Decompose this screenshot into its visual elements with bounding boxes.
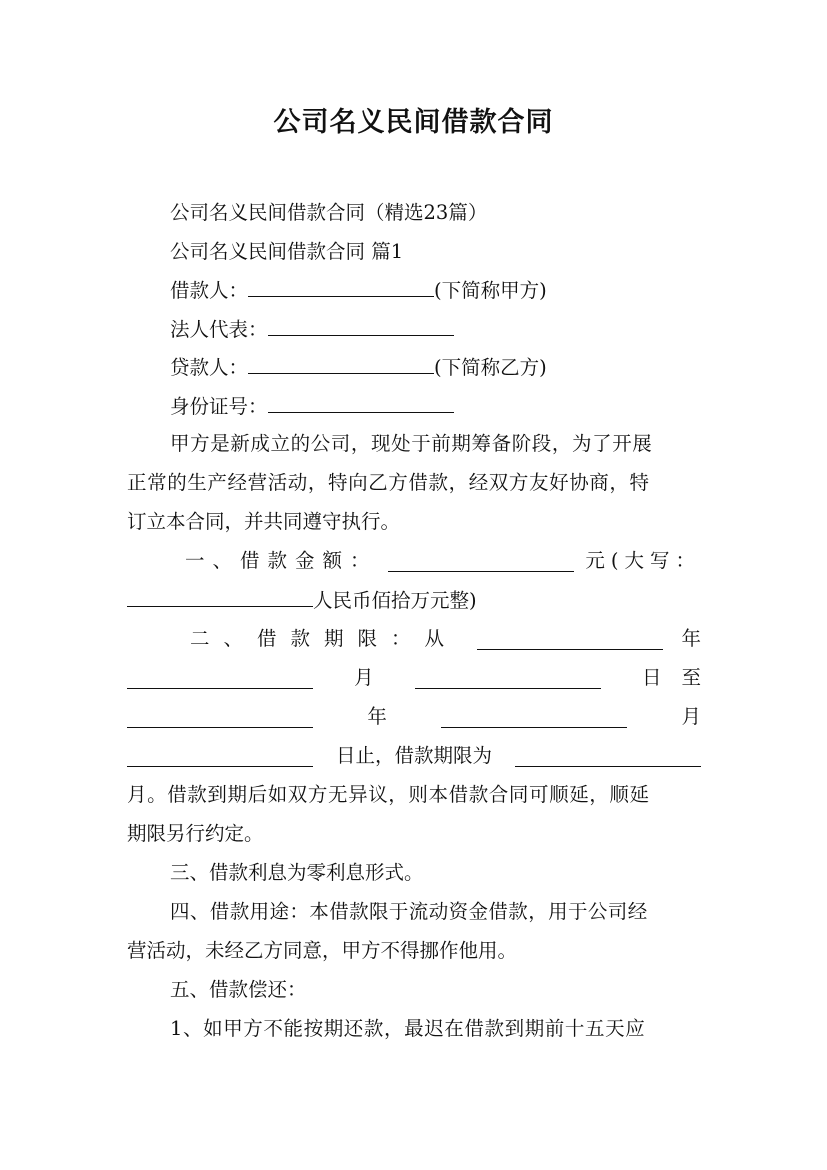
id-line: [170, 394, 454, 418]
lender-blank: [248, 355, 434, 374]
borrower-line: [170, 278, 547, 302]
chapter-heading: 公司名义民间借款合同 篇1: [170, 240, 404, 263]
term-year-1: 年: [681, 627, 701, 650]
term-to-month-blank: [441, 709, 627, 728]
term-line-3: [127, 705, 701, 728]
term-duration-blank: [515, 748, 701, 767]
amount-capital-blank: [127, 588, 313, 607]
term-label: 二、借款期限：从: [190, 627, 459, 650]
amount-blank: [388, 553, 574, 572]
id-blank: [268, 394, 454, 413]
term-line-6: 期限另行约定。: [127, 822, 264, 845]
intro-line-3: 订立本合同，并共同遵守执行。: [127, 510, 401, 533]
legal-rep-blank: [268, 317, 454, 336]
term-line-2: [127, 666, 721, 689]
amount-tail: 人民币佰拾万元整): [313, 589, 477, 612]
intro-line-2: 正常的生产经营活动，特向乙方借款，经双方友好协商，特: [127, 471, 650, 494]
term-month-2: 月: [681, 705, 701, 728]
term-day-end: 日止，借款期限为: [335, 744, 492, 767]
term-to-day-blank: [127, 748, 313, 767]
amount-line-2: [127, 588, 477, 612]
repay-item-1: 1、如甲方不能按期还款，最迟在借款到期前十五天应: [170, 1017, 646, 1040]
interest-clause: 三、借款利息为零利息形式。: [170, 861, 424, 884]
term-to-year-blank: [127, 709, 313, 728]
id-label: 身份证号：: [170, 395, 268, 418]
term-from-month-blank: [127, 670, 313, 689]
amount-line: [185, 549, 701, 572]
term-line-4: [127, 744, 701, 767]
term-month-1: 月: [354, 666, 374, 689]
legal-rep-label: 法人代表：: [170, 318, 268, 341]
term-from-year-blank: [477, 631, 663, 650]
amount-unit: 元(大写：: [585, 549, 701, 572]
lender-line: [170, 355, 547, 379]
borrower-blank: [248, 278, 434, 297]
term-from-day-blank: [415, 670, 601, 689]
repay-title: 五、借款偿还：: [170, 978, 307, 1001]
intro-line-1: 甲方是新成立的公司，现处于前期筹备阶段，为了开展: [170, 432, 653, 455]
term-day-to: 日至: [641, 666, 721, 689]
lender-suffix: (下简称乙方): [434, 356, 547, 379]
document-title: 公司名义民间借款合同: [273, 107, 554, 138]
borrower-label: 借款人：: [170, 279, 249, 302]
subtitle: 公司名义民间借款合同（精选23篇）: [170, 201, 488, 224]
amount-label: 一、借款金额：: [185, 549, 378, 572]
term-line-5: 月。借款到期后如双方无异议，则本借款合同可顺延，顺延: [127, 783, 650, 806]
usage-line-1: 四、借款用途：本借款限于流动资金借款，用于公司经: [170, 900, 648, 923]
usage-line-2: 营活动，未经乙方同意，甲方不得挪作他用。: [127, 939, 518, 962]
term-line-1: [190, 627, 701, 650]
legal-rep-line: [170, 317, 454, 341]
borrower-suffix: (下简称甲方): [434, 279, 547, 302]
term-year-2: 年: [367, 705, 387, 728]
lender-label: 贷款人：: [170, 356, 249, 379]
